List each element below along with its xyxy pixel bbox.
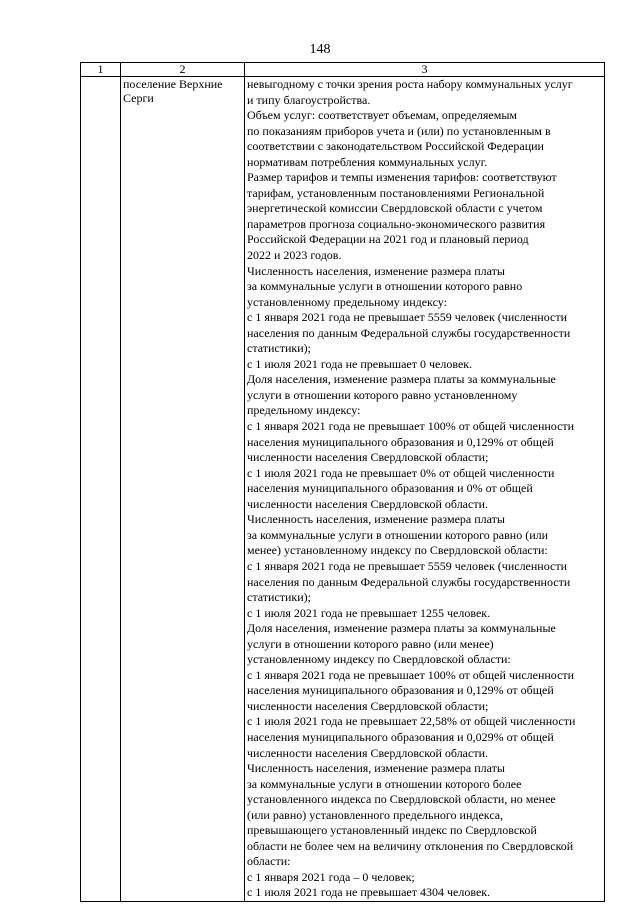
text-line: численности населения Свердловской области.: [247, 745, 488, 760]
text-line: энергетической комиссии Свердловской области с учетом: [247, 201, 543, 216]
text-line: населения муниципального образования и 0,029% от общей: [247, 729, 554, 744]
settlement-name: [123, 77, 242, 105]
text-line: с 1 июля 2021 года не превышает 0% от общей численности: [247, 465, 555, 480]
text-line: Российской Федерации на 2021 год и плановый период: [247, 232, 529, 247]
text-line: (или равно) установленного предельного индекса,: [247, 807, 504, 822]
text-line: за коммунальные услуги в отношении которого равно: [247, 279, 523, 294]
text-line: Объем услуг: соответствует объемам, определяемым: [247, 108, 518, 123]
text-line: численности населения Свердловской области;: [247, 450, 489, 465]
settlement-name-line: Серги: [123, 91, 154, 105]
settlement-name-line: поселение Верхние: [123, 77, 223, 91]
column-header-1: 1: [81, 63, 121, 77]
text-line: Численность населения, изменение размера платы: [247, 512, 505, 527]
text-line: превышающего установленный индекс по Свердловской: [247, 823, 537, 838]
text-line: установленному индексу по Свердловской области:: [247, 652, 511, 667]
text-line: численности населения Свердловской области.: [247, 496, 488, 511]
text-line: параметров прогноза социально-экономического развития: [247, 216, 546, 231]
text-line: с 1 января 2021 года не превышает 5559 человек (численности: [247, 558, 568, 573]
text-line: численности населения Свердловской области;: [247, 698, 489, 713]
text-line: 2022 и 2023 годов.: [247, 248, 342, 263]
text-line: статистики);: [247, 341, 311, 356]
text-line: с 1 января 2021 года не превышает 100% от общей численности: [247, 667, 575, 682]
text-line: с 1 июля 2021 года не превышает 0 человек.: [247, 356, 473, 371]
text-line: Доля населения, изменение размера платы за коммунальные: [247, 372, 556, 387]
text-line: установленному предельному индексу:: [247, 294, 447, 309]
description-text: [247, 77, 602, 901]
text-line: с 1 июля 2021 года не превышает 1255 человек.: [247, 605, 491, 620]
text-line: услуги в отношении которого равно (или менее): [247, 636, 494, 651]
text-line: Доля населения, изменение размера платы за коммунальные: [247, 621, 556, 636]
text-line: населения муниципального образования и 0% от общей: [247, 481, 533, 496]
text-line: населения по данным Федеральной службы государственности: [247, 325, 571, 340]
text-line: с 1 января 2021 года не превышает 5559 человек (численности: [247, 310, 568, 325]
text-line: тарифам, установленным постановлениями Региональной: [247, 185, 545, 200]
settlement-name-cell: [121, 77, 245, 902]
text-line: населения по данным Федеральной службы государственности: [247, 574, 571, 589]
text-line: населения муниципального образования и 0,129% от общей: [247, 434, 554, 449]
text-line: за коммунальные услуги в отношении которого равно (или: [247, 527, 549, 542]
text-line: Размер тарифов и темпы изменения тарифов: соответствуют: [247, 170, 557, 185]
text-line: населения муниципального образования и 0,129% от общей: [247, 683, 554, 698]
text-line: за коммунальные услуги в отношении которого более: [247, 776, 522, 791]
text-line: с 1 июля 2021 года не превышает 22,58% от общей численности: [247, 714, 576, 729]
text-line: установленного индекса по Свердловской области, но менее: [247, 792, 556, 807]
text-line: статистики);: [247, 590, 311, 605]
text-line: услуги в отношении которого равно установленному: [247, 387, 518, 402]
text-line: с 1 января 2021 года – 0 человек;: [247, 869, 415, 884]
text-line: области:: [247, 854, 291, 869]
text-line: Численность населения, изменение размера платы: [247, 263, 505, 278]
text-line: нормативам потребления коммунальных услуг.: [247, 154, 488, 169]
description-cell: [245, 77, 605, 902]
page-number: 148: [309, 42, 331, 57]
text-line: предельному индексу:: [247, 403, 361, 418]
text-line: соответствии с законодательством Российской Федерации: [247, 139, 544, 154]
text-line: по показаниям приборов учета и (или) по установленным в: [247, 123, 551, 138]
text-line: с 1 января 2021 года не превышает 100% от общей численности: [247, 419, 575, 434]
table-row: [81, 77, 605, 902]
text-line: Численность населения, изменение размера платы: [247, 761, 505, 776]
table-header-row: [81, 63, 605, 77]
row-number-cell: [81, 77, 121, 902]
text-line: области не более чем на величину отклонения по Свердловской: [247, 838, 574, 853]
text-line: и типу благоустройства.: [247, 92, 371, 107]
text-line: невыгодному с точки зрения роста набору коммунальных услуг: [247, 77, 573, 91]
text-line: менее) установленному индексу по Свердловской области:: [247, 543, 548, 558]
document-table: [80, 62, 605, 902]
column-header-3: 3: [245, 63, 605, 77]
column-header-2: 2: [121, 63, 245, 77]
text-line: с 1 июля 2021 года не превышает 4304 человек.: [247, 885, 491, 900]
